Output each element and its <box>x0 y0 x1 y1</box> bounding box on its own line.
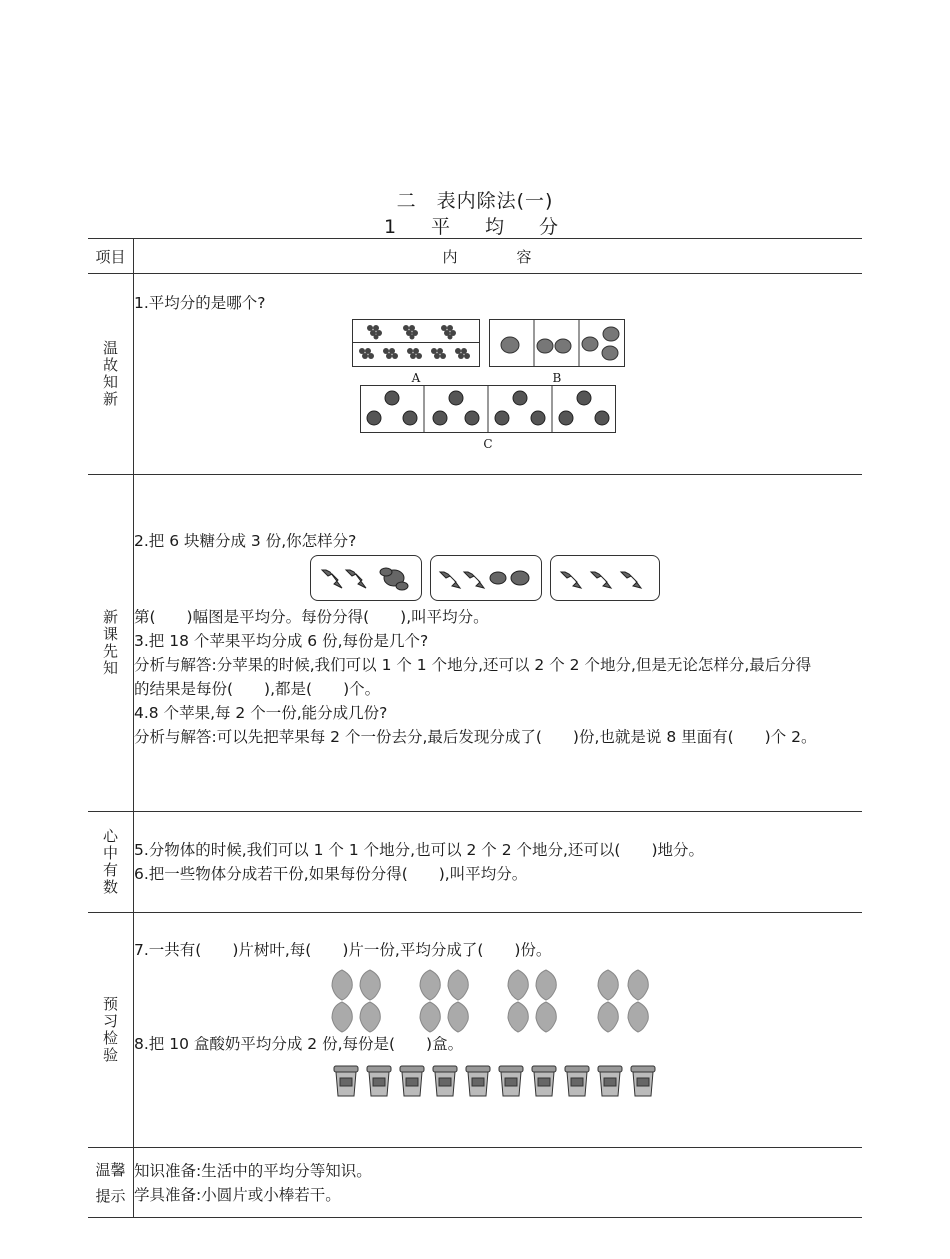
candy-group-3 <box>550 555 660 601</box>
leaf-icon <box>330 966 670 1036</box>
section-new-lesson <box>88 475 862 812</box>
question-5: 5.分物体的时候,我们可以 1 个 1 个地分,也可以 2 个 2 个地分,还可以( )地分。 <box>134 841 705 859</box>
figure-label-b: B <box>552 371 562 385</box>
question-6: 6.把一些物体分成若干份,如果每份分得( ),叫平均分。 <box>134 865 528 883</box>
leaves-figure <box>330 966 862 1040</box>
question-8: 8.把 10 盒酸奶平均分成 2 份,每份是( )盒。 <box>134 1035 464 1053</box>
table-header-row <box>88 239 862 274</box>
candy-icon <box>436 560 536 596</box>
grapes-figure-a <box>352 319 480 367</box>
section-tips <box>88 1148 862 1218</box>
section-label-tips: 温馨提示 <box>88 1148 134 1218</box>
apples-figure-c <box>360 385 616 433</box>
yogurt-cup-icon <box>332 1064 662 1100</box>
section-review <box>88 274 862 475</box>
section-label-new-lesson: 新课先知 <box>88 475 134 812</box>
question-3: 3.把 18 个苹果平均分成 6 份,每份是几个? <box>134 632 429 650</box>
question-7: 7.一共有( )片树叶,每( )片一份,平均分成了( )份。 <box>134 941 552 959</box>
candy-figures <box>306 555 862 601</box>
answer-3-line1: 分析与解答:分苹果的时候,我们可以 1 个 1 个地分,还可以 2 个 2 个地分,但是无论怎样分,最后分得 <box>134 656 812 674</box>
candy-icon <box>557 560 653 596</box>
tip-materials: 学具准备:小圆片或小棒若干。 <box>134 1185 341 1204</box>
section-label-review: 温故知新 <box>88 274 134 475</box>
section-preview-check <box>88 913 862 1148</box>
section-summary <box>88 812 862 913</box>
column-header-item: 项目 <box>88 239 134 274</box>
candy-group-1 <box>310 555 422 601</box>
figure-label-c: C <box>483 437 493 451</box>
tip-knowledge: 知识准备:生活中的平均分等知识。 <box>134 1161 372 1180</box>
question-4: 4.8 个苹果,每 2 个一份,能分成几份? <box>134 704 388 722</box>
section-label-summary: 心中有数 <box>88 812 134 913</box>
answer-4: 分析与解答:可以先把苹果每 2 个一份去分,最后发现分成了( )份,也就是说 8 里面有( )个 2。 <box>134 728 817 746</box>
candy-group-2 <box>430 555 542 601</box>
section-label-preview-check: 预习检验 <box>88 913 134 1148</box>
candy-icon <box>316 560 416 596</box>
figure-label-a: A <box>411 371 421 385</box>
question-2-blank: 第( )幅图是平均分。每份分得( ),叫平均分。 <box>134 608 489 626</box>
chapter-title: 二 表内除法(一) <box>396 190 554 212</box>
figure-c <box>360 385 862 451</box>
yogurt-figure <box>332 1064 862 1104</box>
question-2: 2.把 6 块糖分成 3 份,你怎样分? <box>134 532 357 550</box>
question-1: 1.平均分的是哪个? <box>134 294 266 312</box>
column-header-content: 内 容 <box>442 247 554 266</box>
answer-3-line2: 的结果是每份( ),都是( )个。 <box>134 680 381 698</box>
figure-a-b <box>352 319 862 385</box>
worksheet-table <box>88 238 862 1218</box>
watermelon-figure-b <box>489 319 625 367</box>
lesson-title: 1 平 均 分 <box>383 216 567 238</box>
